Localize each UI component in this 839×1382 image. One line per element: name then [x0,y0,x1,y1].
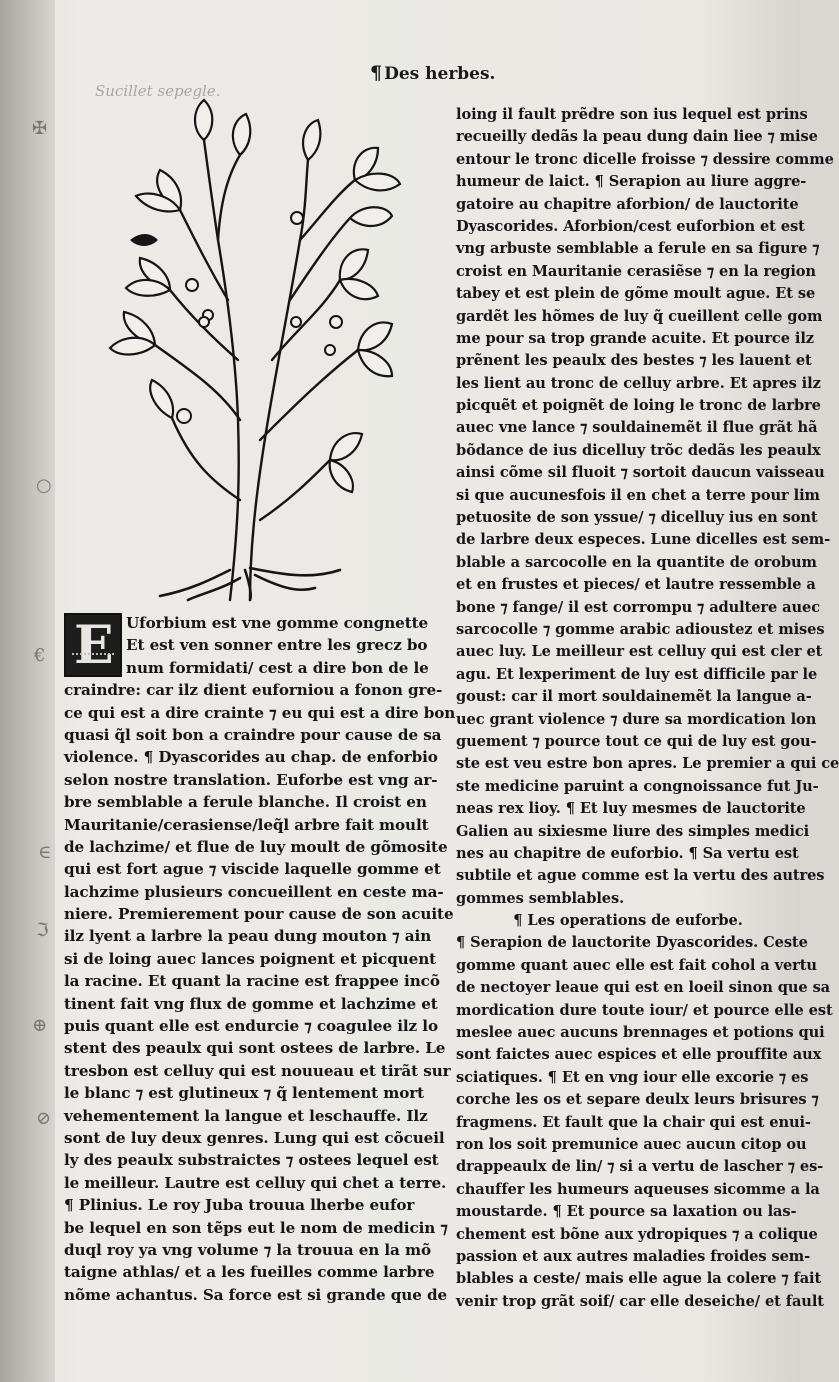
text-line: ly des peaulx substraictes ⁊ ostees lequel est [64,1151,439,1170]
margin-mark-icon: ⊘ [36,1108,52,1129]
text-line: de larbre deux especes. Lune dicelles est sem- [456,531,831,549]
text-line: mordication dure toute iour/ et pource elle est [456,1001,833,1019]
text-line: ste est veu estre bon apres. Le premier a qui ce [456,755,839,773]
text-line: corche les os et separe deulx leurs brisures ⁊ [456,1091,819,1109]
text-line: venir trop grãt soif/ car elle deseiche/ et fault [456,1292,824,1310]
text-line: croist en Mauritanie cerasiẽse ⁊ en la region [456,262,816,280]
text-line: humeur de laict. ¶ Serapion au liure aggre- [456,173,807,191]
text-line: ce qui est a dire crainte ⁊ eu qui est a dire bon [64,703,456,722]
text-line: Dyascorides. Aforbion/cest euforbion et est [456,217,805,235]
text-line: moustarde. ¶ Et pource sa laxation ou las- [456,1203,797,1221]
text-line: prẽnent les peaulx des bestes ⁊ les lauent et [456,352,812,370]
text-line: ste medicine paruint a congnoissance fut Ju- [456,777,819,795]
text-line: le blanc ⁊ est glutineux ⁊ q̃ lentement mort [64,1084,425,1103]
text-line: loing il fault prẽdre son ius lequel est prins [456,106,808,123]
text-line: ¶ Serapion de lauctorite Dyascorides. Ceste [456,934,808,952]
pilcrow-icon: ¶ [370,62,383,84]
text-line: Galien au sixiesme liure des simples medici [456,822,810,840]
text-line: ¶ Plinius. Le roy Juba trouua lherbe eufor [64,1196,415,1215]
text-line: sciatiques. ¶ Et en vng iour elle excorie ⁊ es [456,1068,809,1086]
text-line: sont de luy deux genres. Lung qui est cõcueil [64,1128,445,1147]
text-line: meslee auec aucuns brennages et potions qui [456,1024,825,1042]
text-line: puis quant elle est endurcie ⁊ coagulee ilz lo [64,1017,438,1036]
text-line: bone ⁊ fange/ il est corrompu ⁊ adultere auec [456,598,821,616]
text-line: uec grant violence ⁊ dure sa mordication lon [456,710,817,728]
text-line: subtile et ague comme est la vertu des autres [456,867,825,885]
text-line: agu. Et lexperiment de luy est difficile par le [456,665,818,683]
handwritten-note: Sucillet sepegle. [95,82,221,100]
text-line: la racine. Et quant la racine est frappee incõ [64,972,440,991]
woodcut-euphorbia-illustration [100,100,450,600]
text-line: quasi q̃l soit bon a craindre pour cause de sa [64,725,442,744]
text-line: tabey et est plein de gõme moult ague. Et se [456,285,816,303]
margin-mark-icon: € [34,645,46,666]
margin-mark-icon: ∈ [38,842,52,863]
text-line: auec luy. Le meilleur est celluy qui est cler et [456,643,823,661]
text-line: duql roy ya vng volume ⁊ la trouua en la mõ [64,1240,431,1259]
text-line: niere. Premierement pour cause de son acuite [64,905,454,924]
text-line: ron los soit premunice auec aucun citop ou [456,1135,807,1153]
text-line: taigne athlas/ et a les fueilles comme larbre [64,1263,435,1282]
text-line: Et est ven sonner entre les grecz bo [126,636,428,655]
text-line: gommes semblables. [456,889,625,907]
text-line: blable a sarcocolle en la quantite de orobum [456,553,817,571]
text-line: vng arbuste semblable a ferule en sa figure ⁊ [456,240,820,258]
text-line: ainsi cõme sil fluoit ⁊ sortoit daucun vaisseau [456,464,825,482]
text-line: ilz lyent a larbre la peau dung mouton ⁊ ain [64,927,432,946]
text-line: gatoire au chapitre aforbion/ de lauctorite [456,195,799,213]
left-column [64,612,456,1306]
text-line: nõme achantus. Sa force est si grande que de [64,1285,448,1304]
text-line: be lequel en son tẽps eut le nom de medicin ⁊ [64,1218,448,1237]
text-line: num formidati/ cest a dire bon de le [126,658,429,677]
text-line: picquẽt et poignẽt de loing le tronc de larbre [456,397,821,415]
text-line: tinent fait vng flux de gomme et lachzime et [64,994,438,1013]
text-line: neas rex lioy. ¶ Et luy mesmes de lauctorite [456,800,806,818]
right-column [456,104,839,1313]
text-line: me pour sa trop grande acuite. Et pource ilz [456,329,814,347]
running-head [370,62,495,84]
margin-mark-icon: ○ [36,475,52,496]
text-line: les lient au tronc de celluy arbre. Et apres ilz [456,374,821,392]
section-heading: ¶ Les operations de euforbe. [513,912,743,930]
text-line: Uforbium est vne gomme congnette [126,614,429,632]
text-line: chauffer les humeurs aqueuses sicomme a la [456,1180,820,1198]
text-line: lachzime plusieurs concueillent en ceste ma- [64,882,444,901]
text-line: le meilleur. Lautre est celluy qui chet a terre. [64,1173,447,1192]
text-line: Mauritanie/cerasiense/leq̃l arbre fait moult [64,815,429,834]
margin-mark-icon: ✠ [32,118,48,139]
text-line: fragmens. Et fault que la chair qui est enui- [456,1113,811,1131]
text-line: et en frustes et pieces/ et lautre ressemble a [456,576,816,594]
text-line: stent des peaulx qui sont ostees de larbre. Le [64,1039,446,1058]
text-line: auec vne lance ⁊ souldainemẽt il flue grãt hã [456,419,818,437]
text-line: selon nostre translation. Euforbe est vng ar- [64,770,438,789]
margin-mark-icon: ⊕ [32,1015,48,1036]
text-line: gomme quant auec elle est fait cohol a vertu [456,956,817,974]
text-line: si que aucunesfois il en chet a terre pour lim [456,486,820,504]
running-head-text: Des herbes. [384,64,496,84]
text-line: tresbon est celluy qui est nouueau et tirãt sur [64,1061,451,1080]
text-line: entour le tronc dicelle froisse ⁊ dessire comme [456,150,834,168]
text-line: violence. ¶ Dyascorides au chap. de enforbio [64,748,438,767]
initial-letter: E [74,615,114,676]
text-line: de lachzime/ et flue de luy moult de gõmosite [64,837,448,856]
text-line: passion et aux autres maladies froides sem- [456,1247,811,1265]
text-line: blables a ceste/ mais elle ague la colere ⁊ fait [456,1270,822,1288]
text-line: qui est fort ague ⁊ viscide laquelle gomme et [64,860,441,879]
text-line: guement ⁊ pource tout ce qui de luy est gou- [456,732,817,750]
margin-mark-icon: ℑ [36,920,49,941]
text-line: recueilly dedãs la peau dung dain liee ⁊ mise [456,128,818,146]
text-line: petuosite de son yssue/ ⁊ dicelluy ius en sont [456,509,818,527]
text-line: nes au chapitre de euforbio. ¶ Sa vertu est [456,844,799,862]
text-line: vehementement la langue et leschauffe. Ilz [64,1106,428,1125]
text-line: sont faictes auec espices et elle prouffite aux [456,1046,822,1064]
text-line: goust: car il mort souldainemẽt la langue a- [456,688,812,706]
text-line: gardẽt les hõmes de luy q̃ cueillent celle gom [456,307,823,325]
text-line: craindre: car ilz dient euforniou a fonon gre- [64,681,443,700]
text-line: de nectoyer leaue qui est en loeil sinon que sa [456,979,831,997]
text-line: drappeaulx de lin/ ⁊ si a vertu de lascher ⁊ es- [456,1158,824,1176]
text-line: chement est bõne aux ydropiques ⁊ a colique [456,1225,818,1243]
text-line: bre semblable a ferule blanche. Il croist en [64,793,427,812]
page-gutter-shadow [0,0,55,1382]
text-line: sarcocolle ⁊ gomme arabic adioustez et mises [456,620,825,638]
text-line: si de loing auec lances poignent et picquent [64,949,437,968]
text-line: bõdance de ius dicelluy trõc dedãs les peaulx [456,441,821,459]
